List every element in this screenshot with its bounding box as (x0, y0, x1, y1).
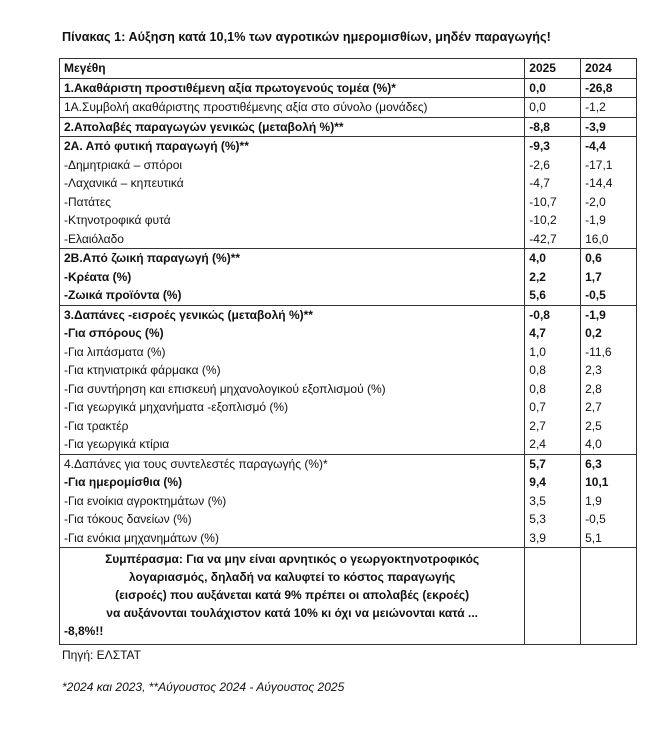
value-2024: 4,0 (581, 435, 637, 454)
value-2025: 5,7 (525, 454, 581, 473)
table-row (60, 454, 637, 473)
value-2025: -42,7 (525, 230, 581, 249)
table-row (60, 492, 637, 511)
value-2024: -1,9 (581, 305, 637, 324)
table-title: Πίνακας 1: Αύξηση κατά 10,1% των αγροτικών ημερομισθίων, μηδέν παραγωγής! (62, 30, 551, 44)
table-row (60, 361, 637, 380)
table-row (60, 343, 637, 362)
row-label: 4.Δαπάνες για τους συντελεστές παραγωγής (%)* (60, 454, 525, 473)
value-2025: -4,7 (525, 174, 581, 193)
conclusion-line: να αυξάνονται τουλάχιστον κατά 10% κι όχι να μειώνονται κατά ... (106, 606, 479, 620)
value-2025: 1,0 (525, 343, 581, 362)
value-2025: 2,7 (525, 417, 581, 436)
value-2025: 9,4 (525, 473, 581, 492)
conclusion-cell (60, 548, 525, 645)
value-2025: 3,5 (525, 492, 581, 511)
value-2025: 2,4 (525, 435, 581, 454)
value-2024: 0,2 (581, 324, 637, 343)
value-2025: -2,6 (525, 156, 581, 175)
value-2024: -11,6 (581, 343, 637, 362)
data-table (59, 58, 637, 645)
table-row (60, 435, 637, 454)
row-label: -Για ημερομίσθια (%) (60, 473, 525, 492)
row-label: -Για τόκους δανείων (%) (60, 510, 525, 529)
value-2024: 2,5 (581, 417, 637, 436)
value-2024: 16,0 (581, 230, 637, 249)
source-note: Πηγή: ΕΛΣΤΑΤ (62, 648, 142, 662)
header-year-2025: 2025 (525, 59, 581, 79)
table-row (60, 211, 637, 230)
empty-cell (581, 548, 637, 645)
row-label: -Για τρακτέρ (60, 417, 525, 436)
table-row (60, 137, 637, 156)
value-2024: 1,9 (581, 492, 637, 511)
table-row (60, 417, 637, 436)
value-2025: 0,0 (525, 78, 581, 98)
empty-cell (525, 548, 581, 645)
table-row (60, 510, 637, 529)
row-label: -Για συντήρηση και επισκευή μηχανολογικού εξοπλισμού (%) (60, 380, 525, 399)
table-row (60, 117, 637, 137)
value-2025: 4,0 (525, 249, 581, 268)
value-2025: 5,6 (525, 286, 581, 305)
value-2024: 1,7 (581, 268, 637, 287)
value-2024: -3,9 (581, 117, 637, 137)
table-row (60, 324, 637, 343)
value-2025: 0,8 (525, 361, 581, 380)
table-row (60, 380, 637, 399)
value-2025: 0,0 (525, 98, 581, 118)
row-label: -Για σπόρους (%) (60, 324, 525, 343)
value-2024: -1,2 (581, 98, 637, 118)
value-2024: -17,1 (581, 156, 637, 175)
table-row (60, 98, 637, 118)
row-label: 2.Απολαβές παραγωγών γενικώς (μεταβολή %)** (60, 117, 525, 137)
value-2025: 4,7 (525, 324, 581, 343)
table-row (60, 398, 637, 417)
row-label: -Κρέατα (%) (60, 268, 525, 287)
value-2024: -26,8 (581, 78, 637, 98)
row-label: 1.Ακαθάριστη προστιθέμενη αξία πρωτογενούς τομέα (%)* (60, 78, 525, 98)
table-header-row (60, 59, 637, 79)
conclusion-line: -8,8%!! (64, 624, 104, 638)
table-row (60, 529, 637, 548)
value-2025: 0,8 (525, 380, 581, 399)
table-row (60, 305, 637, 324)
row-label: -Ελαιόλαδο (60, 230, 525, 249)
row-label: -Για γεωργικά κτίρια (60, 435, 525, 454)
row-label: -Κτηνοτροφικά φυτά (60, 211, 525, 230)
row-label: 2Α. Από φυτική παραγωγή (%)** (60, 137, 525, 156)
value-2025: -0,8 (525, 305, 581, 324)
table-row (60, 268, 637, 287)
row-label: 1Α.Συμβολή ακαθάριστης προστιθέμενης αξία στο σύνολο (μονάδες) (60, 98, 525, 118)
value-2024: 2,8 (581, 380, 637, 399)
value-2024: 6,3 (581, 454, 637, 473)
table-row (60, 193, 637, 212)
value-2024: -2,0 (581, 193, 637, 212)
row-label: -Δημητριακά – σπόροι (60, 156, 525, 175)
table-row (60, 230, 637, 249)
table-row (60, 249, 637, 268)
value-2024: -1,9 (581, 211, 637, 230)
table-row (60, 174, 637, 193)
row-label: -Πατάτες (60, 193, 525, 212)
table-row (60, 473, 637, 492)
value-2024: 2,3 (581, 361, 637, 380)
table-row (60, 78, 637, 98)
value-2024: -4,4 (581, 137, 637, 156)
value-2024: 2,7 (581, 398, 637, 417)
header-year-2024: 2024 (581, 59, 637, 79)
value-2025: -10,2 (525, 211, 581, 230)
value-2025: -8,8 (525, 117, 581, 137)
row-label: -Για ενοίκια αγροκτημάτων (%) (60, 492, 525, 511)
table-row (60, 286, 637, 305)
row-label: 3.Δαπάνες -εισροές γενικώς (μεταβολή %)** (60, 305, 525, 324)
value-2025: 2,2 (525, 268, 581, 287)
value-2024: -0,5 (581, 510, 637, 529)
conclusion-row (60, 548, 637, 645)
conclusion-line: (εισροές) που αυξάνεται κατά 9% πρέπει οι απολαβές (εκροές) (115, 588, 470, 602)
conclusion-line: λογαριασμός, δηλαδή να καλυφτεί το κόστος παραγωγής (128, 570, 456, 584)
value-2024: -0,5 (581, 286, 637, 305)
value-2025: 0,7 (525, 398, 581, 417)
row-label: -Για ενόκια μηχανημάτων (%) (60, 529, 525, 548)
value-2025: -10,7 (525, 193, 581, 212)
conclusion-line: Συμπέρασμα: Για να μην είναι αρνητικός ο γεωργοκτηνοτροφικός (105, 552, 480, 566)
header-label: Μεγέθη (60, 59, 525, 79)
row-label: -Για λιπάσματα (%) (60, 343, 525, 362)
row-label: 2Β.Από ζωική παραγωγή (%)** (60, 249, 525, 268)
conclusion-text (64, 550, 520, 640)
row-label: -Ζωικά προϊόντα (%) (60, 286, 525, 305)
row-label: -Για κτηνιατρικά φάρμακα (%) (60, 361, 525, 380)
value-2025: 3,9 (525, 529, 581, 548)
row-label: -Λαχανικά – κηπευτικά (60, 174, 525, 193)
value-2025: -9,3 (525, 137, 581, 156)
value-2024: 0,6 (581, 249, 637, 268)
table-row (60, 156, 637, 175)
value-2024: -14,4 (581, 174, 637, 193)
value-2024: 5,1 (581, 529, 637, 548)
footnote: *2024 και 2023, **Αύγουστος 2024 - Αύγουστος 2025 (62, 680, 345, 694)
value-2024: 10,1 (581, 473, 637, 492)
value-2025: 5,3 (525, 510, 581, 529)
row-label: -Για γεωργικά μηχανήματα -εξοπλισμό (%) (60, 398, 525, 417)
